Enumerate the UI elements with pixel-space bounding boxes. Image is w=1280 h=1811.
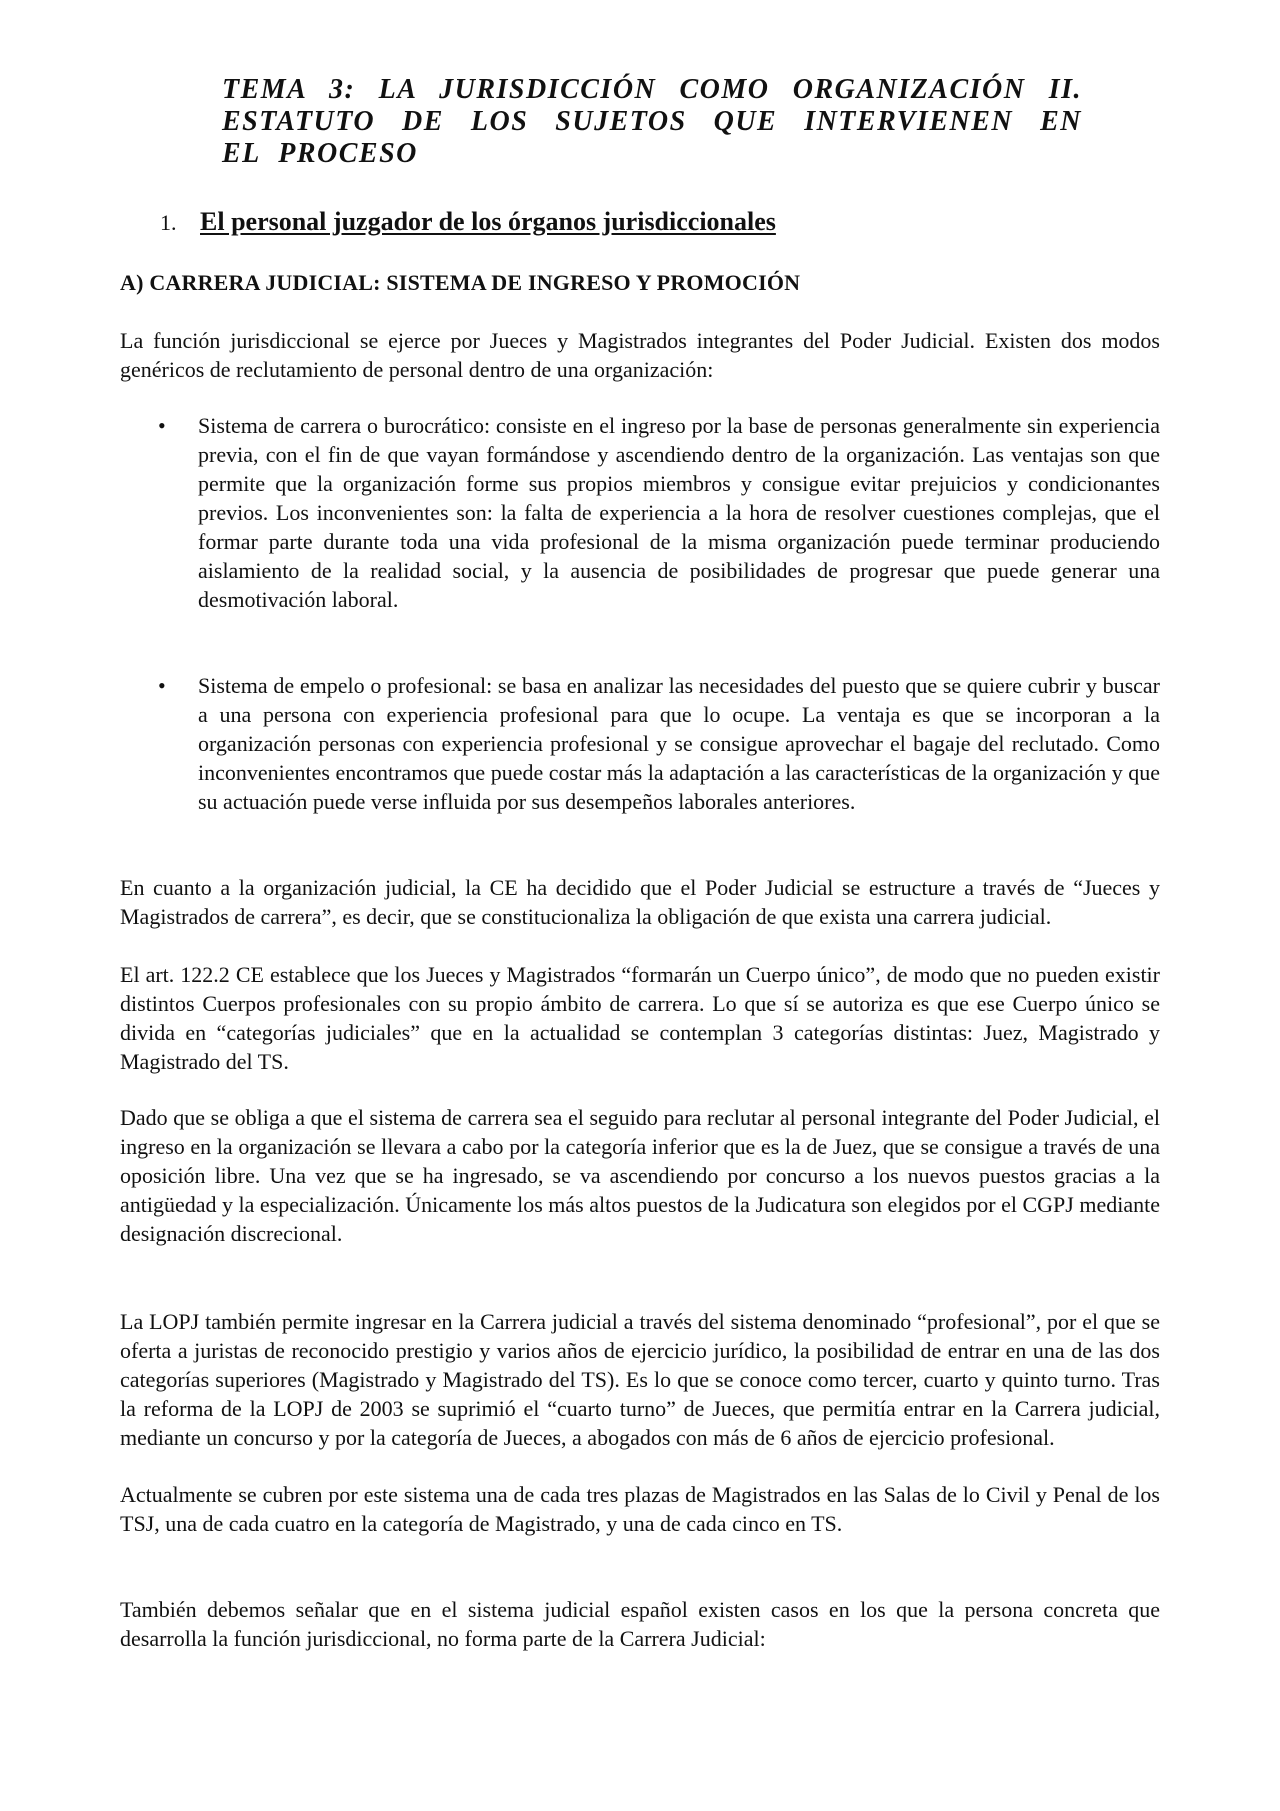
- section-heading: [160, 207, 776, 237]
- section-title: El personal juzgador de los órganos jurisdiccionales: [200, 207, 776, 236]
- bullet-icon: •: [158, 413, 166, 438]
- section-number: 1.: [160, 210, 177, 235]
- paragraph-actualmente: Actualmente se cubren por este sistema una de cada tres plazas de Magistrados en las Salas de lo Civil y Penal de los TSJ, una de cada cuatro en la categoría de Magistrado, y una de cada cinco en TS.: [120, 1482, 1160, 1536]
- intro-paragraph: La función jurisdiccional se ejerce por Jueces y Magistrados integrantes del Poder Judicial. Existen dos modos genéricos de reclutamiento de personal dentro de una organización:: [120, 328, 1160, 382]
- paragraph-organizacion-judicial: En cuanto a la organización judicial, la CE ha decidido que el Poder Judicial se estructure a través de “Jueces y Magistrados de carrera”, es decir, que se constitucionaliza la obligación de que exista una carrera judicial.: [120, 875, 1160, 929]
- paragraph-tambien: También debemos señalar que en el sistema judicial español existen casos en los que la persona concreta que desarrolla la función jurisdiccional, no forma parte de la Carrera Judicial:: [120, 1597, 1160, 1651]
- bullet-text: Sistema de carrera o burocrático: consiste en el ingreso por la base de personas generalmente sin experiencia previa, con el fin de que vayan formándose y ascendiendo dentro de la organización. Las ventajas son que permite que la organización forme sus propios miembros y consigue evitar prejuicios y condicionantes previos. Los inconvenientes son: la falta de experiencia a la hora de resolver cuestiones complejas, que el formar parte durante toda una vida profesional de la misma organización puede terminar produciendo aislamiento de la realidad social, y la ausencia de posibilidades de progresar que puede generar una desmotivación laboral.: [198, 413, 1160, 612]
- paragraph-sistema-carrera: Dado que se obliga a que el sistema de carrera sea el seguido para reclutar al personal integrante del Poder Judicial, el ingreso en la organización se llevara a cabo por la categoría inferior que es la de Juez, que se consigue a través de una oposición libre. Una vez que se ha ingresado, se va ascendiendo por concurso a los nuevos puestos gracias a la antigüedad y la especialización. Únicamente los más altos puestos de la Judicatura son elegidos por el CGPJ mediante designación discrecional.: [120, 1105, 1160, 1246]
- paragraph-art-122: El art. 122.2 CE establece que los Jueces y Magistrados “formarán un Cuerpo único”, de modo que no pueden existir distintos Cuerpos profesionales con su propio ámbito de carrera. Lo que sí se autoriza es que ese Cuerpo único se divida en “categorías judiciales” que en la actualidad se contemplan 3 categorías distintas: Juez, Magistrado y Magistrado del TS.: [120, 962, 1160, 1074]
- bullet-text: Sistema de empelo o profesional: se basa en analizar las necesidades del puesto que se quiere cubrir y buscar a una persona con experiencia profesional para que lo ocupe. La ventaja es que se incorporan a la organización personas con experiencia profesional y se consigue aprovechar el bagaje del reclutado. Como inconvenientes encontramos que puede costar más la adaptación a las características de la organización y que su actuación puede verse influida por sus desempeños laborales anteriores.: [198, 673, 1160, 814]
- bullet-icon: •: [158, 673, 166, 698]
- subheading: A) CARRERA JUDICIAL: SISTEMA DE INGRESO Y PROMOCIÓN: [120, 270, 801, 295]
- document-title: TEMA 3: LA JURISDICCIÓN COMO ORGANIZACIÓN II. ESTATUTO DE LOS SUJETOS QUE INTERVIENEN EN EL PROCESO: [222, 74, 1082, 169]
- paragraph-lopj: La LOPJ también permite ingresar en la Carrera judicial a través del sistema denominado “profesional”, por el que se oferta a juristas de reconocido prestigio y varios años de ejercicio jurídico, la posibilidad de entrar en una de las dos categorías superiores (Magistrado y Magistrado del TS). Es lo que se conoce como tercer, cuarto y quinto turno. Tras la reforma de la LOPJ de 2003 se suprimió el “cuarto turno” de Jueces, que permitía entrar en la Carrera judicial, mediante un concurso y por la categoría de Jueces, a abogados con más de 6 años de ejercicio profesional.: [120, 1309, 1160, 1450]
